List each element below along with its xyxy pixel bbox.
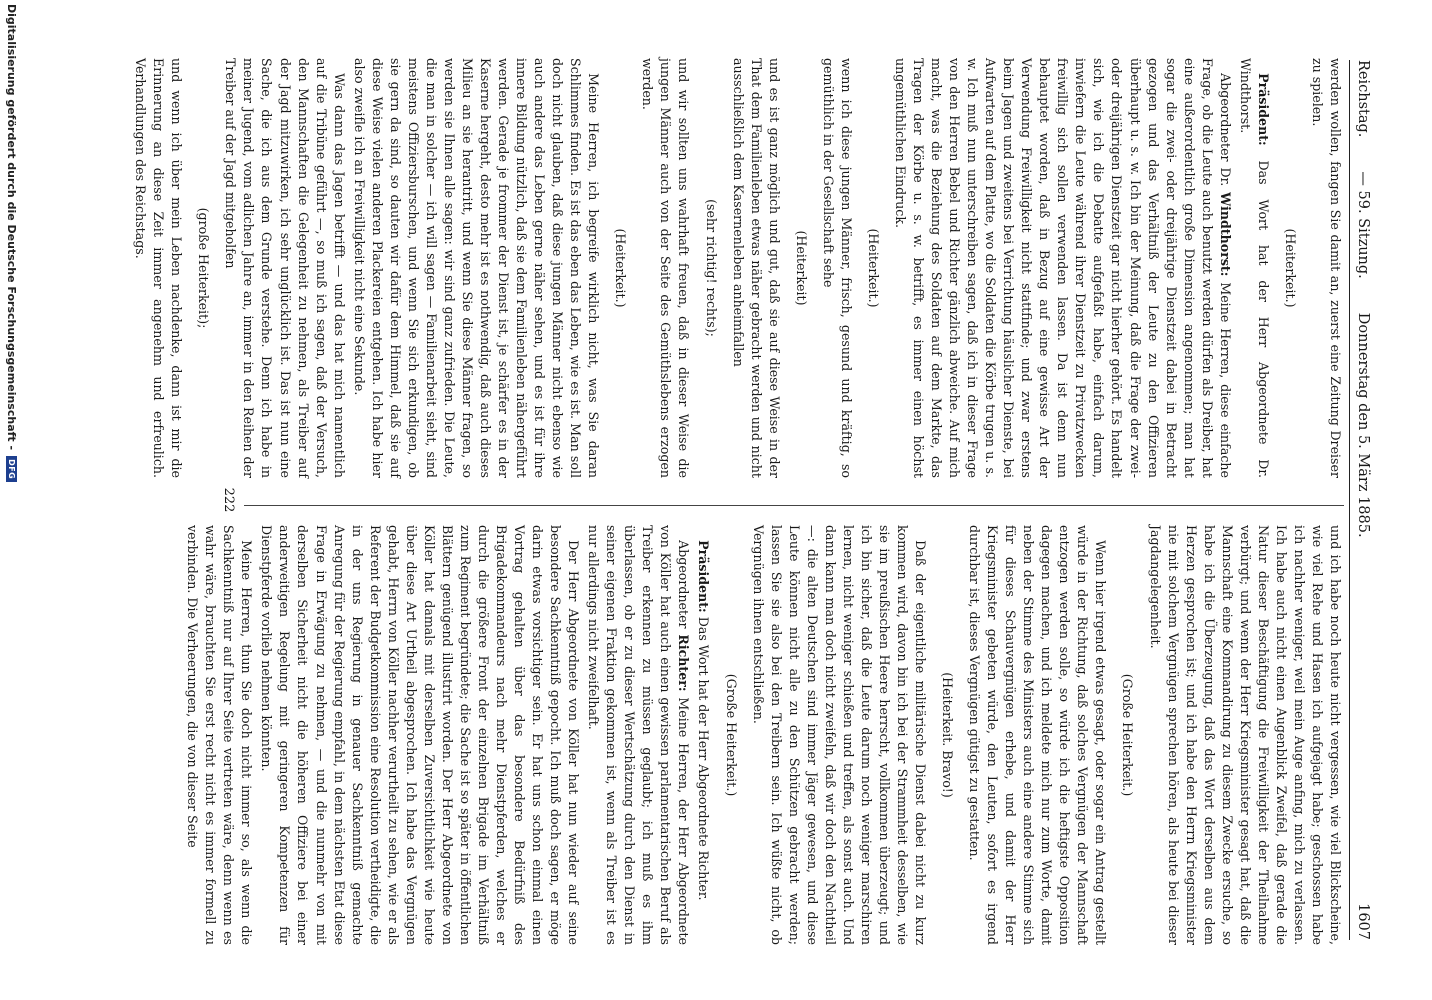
speaker-paragraph (891, 58, 1234, 478)
speaker-paragraph (694, 525, 712, 945)
header-date: Donnerstag den 5. März 1885. (1355, 312, 1371, 538)
paragraph-text: Meine Herren, der Herr Abgeordnete von Köller hat auch einen gewissen parlamentarischen Beruf als Treiber erkennen zu müssen geglaubt; ich muß es ihm überlassen, ob er zu dieser Wertschätzung durch den Dienst in seiner eigenen Fraktion gekommen ist, wenn als Treiber ist es nur allerdings nicht zweifelhaft. (586, 525, 692, 945)
speaker-name: Präsident: (1255, 73, 1271, 146)
speaker-name: Windthorst: (1217, 192, 1233, 277)
paragraph: Wenn hier irgend etwas gesagt, oder sogar ein Antrag gestellt würde in der Richtung, daß solches Vergnügen der Mannschaft entzogen werden solle, so würde ich die heftigste Opposition dagegen machen, und ich meldete mich nur zum Worte, damit neben der Stimme des Ministers auch eine andere Stimme sich für dieses Schauvergnügen erhebe, und damit der Herr Kriegsminister gebeten würde, den Leuten, sofort es irgend durchbar ist, dieses Vergnügen gütigst zu gestatten. (967, 525, 1109, 945)
digitization-footer (2, 0, 22, 1000)
reaction-note: (Heiterkeit.) (1282, 228, 1298, 308)
paragraph: Was dann das Jagen betrifft — und das hat mich namentlich auf die Tribüne geführt —, so muß ich sagen, daß der Versuch, den Mannschaften die Gelegenheit zu nehmen, als Treiber auf der Jagd mitzuwirken, ich sehr unglücklich ist. Das ist nun eine Sache, die ich aus dem Grunde verstehe. Denn ich habe in meiner Jugend, vom adlichen Jahre an, immer in den Reihen der Treiber auf der Jagd mitgeholfen (223, 58, 347, 478)
reaction-note: (Heiterkeit) (793, 230, 809, 306)
footer-text: Digitalisierung gefördert durch die Deutsche Forschungsgemeinschaft - (5, 4, 19, 451)
paragraph: Meine Herren, ich begreife wirklich nicht, was Sie daran Schlimmes finden. Es ist das eben das Leben, wie es ist. Man soll doch nicht glauben, daß diese jungen Männer nicht ebenso wie auch andere das Leben gerne näher sehen, und es ist für ihre innere Bildung nützlich, daß sie dem Familienleben nähergeführt werden. Gerade je frommer der Dienst ist, je schärfer es in der Kaserne hergeht, desto mehr ist es nothwendig, daß auch dieses Milieu an sie herantritt, und wenn Sie diese Männer fragen, so werden sie Ihnen alle sagen: wir sind ganz zufrieden. Die Leute, die man in solcher — ich will sagen — Familienarbeit sieht, sind meistens Offiziersburschen, und wenn Sie sich erkundigen, ob sie gern da sind, so dauten wir dafür dem Himmel, daß sie auf diese Weise vielen anderen Plackereien entgehen. Ich habe hier also zweifle ich an Freiwilligkeit nicht eine Sekunde. (351, 58, 602, 478)
reaction-note: (Heiterkeit. Bravo!) (940, 672, 956, 798)
paragraph-text: Meine Herren, diese einfache Frage, ob die Leute auch benutzt werden dürfen als Dreiber, hat eine außerordentlich große Dimension angenommen; man hat sogar die zwei- oder dreijährige Dienstzeit dabei in Betracht gezogen und das Verhältniß der Leute zu den Offizieren überhaupt u. s. w. Ich bin der Meinung, daß die Frage der zwei- oder dreijährigen Dienstzeit gar nicht hierher gehört. Es handelt sich, wie ich die Debatte aufgefaßt habe, einfach darum, inwiefern die Leute während ihrer Dienstzeit zu Privatzwecken freiwillig sich sollen verwenden lassen. Da ist denn nun behauptet worden, daß in Bezug auf eine gewisse Art der Verwendung Freiwilligkeit nicht stattfinde; und zwar erstens beim Jagen und zweitens bei Verrichtung häuslicher Dienste, bei Aufwarten auf dem Platte, wo die Soldaten die Körbe trugen u. s. w. Ich muß nun unterschreiben sagen, daß ich in dieser Frage von den Herren Bebel und Richter gänzlich abweiche. Auf mich macht, was die Beziehung des Soldaten auf dem Markte, das Tragen der Körbe u. s. w. betrifft, es immer einen höchst ungemüthlichen Eindruck. (892, 58, 1233, 478)
column-divider (244, 505, 1344, 506)
page-footer-number: 222 (221, 487, 236, 513)
speaker-prefix: Abgeordneter (676, 540, 692, 629)
paragraph: und wenn ich über mein Leben nachdenke, dann ist mir die Erinnerung an diese Zeit immer angenehm und erfreulich. Verhandlungen des Reichstags. (133, 58, 185, 478)
header-parliament: Reichstag. (1355, 60, 1371, 138)
header-session: — 59. Sitzung. (1355, 171, 1371, 279)
paragraph-text: Das Wort hat der Herr Abgeordnete Dr. Windthorst. (1237, 58, 1271, 478)
reaction-note: (Große Heiterkeit.) (1120, 673, 1136, 797)
speaker-name: Präsident: (696, 540, 712, 613)
header-page-number: 1607 (1355, 903, 1371, 940)
paragraph: Daß der eigentliche militärische Dienst dabei nicht zu kurz kommen wird, davon bin ich bei der Strammheit desselben, wie sie im preußischen Heere herrscht, vollkommen überzeugt; und ich bin sicher, daß die Leute darum noch weniger marschiren lernen, nicht weniger schießen und treffen, als sonst auch. Und dann kann man doch nicht zweifeln, daß wir doch den Nachtheil —: die alten Deutschen sind immer Jäger gewesen, und diese Leute können nicht alle zu den Schützen gebracht werden; lassen Sie sie also bei den Treibern sein. Ich wüßte nicht, ob Vergnügen ihnen entschließen. (750, 525, 929, 945)
speaker-paragraph (1236, 58, 1272, 478)
paragraph: und es ist ganz möglich und gut, daß sie auf diese Weise in der That dem Familienleben etwas näher gebracht werden und nicht ausschließlich dem Kasernenleben anheimfallen (730, 58, 782, 478)
reaction-note: (Heiterkeit.) (613, 228, 629, 308)
paragraph: und wir sollten uns wahrhaft freuen, daß in dieser Weise die jungen Männer auch von der Seite des Gemüthslebens erzogen werden. (640, 58, 692, 478)
speaker-name: Richter: (676, 634, 692, 692)
reaction-note: (sehr richtig! rechts); (703, 199, 719, 337)
reaction-note: (Heiterkeit.) (865, 228, 881, 308)
paragraph: Der Herr Abgeordnete von Köller hat nun wieder auf seine besondere Sachkenntniß gepocht. Ich muß doch sagen, er möge darin etwas vorsichtiger sein. Er hat uns schon einmal einen Vortrag gehalten über das besondere Bedürfniß des Brigadekommandeurs nach mehr Dienstpferden, welches er durch die größere Front der einzelnen Brigade im Verhältniß zum Regiment begründete; die Sache ist so später in öffentlichen Blättern genügend illustrirt worden. Der Herr Abgeordnete von Köller hat damals mit derselben Zuversichtlichkeit wie heute über diese Art Urtheil abgesprochen. Ich habe das Vergnügen gehabt, Herrn von Köller nachher verurtheilt zu sehen, wie er als Referent der Budgetkommission eine Resolution vertheidigte, die in der uns Regierung in genauer Sachkenntniß gemachte Anregung für der Regierung empfahl, in dem nächsten Etat diese Frage in Erwägung zu nehmen, — und die nunmehr von mit derselben Sicherheit nicht die höheren Offiziere bei einer anderweitigen Regelung mit geringeren Kompetenzen für Dienstpferde vorlieb nehmen könnten. (259, 525, 582, 945)
paragraph-text: Das Wort hat der Herr Abgeordnete Richter. (696, 616, 712, 901)
reaction-note: (große Heiterkeit); (196, 207, 212, 329)
page-header (1349, 60, 1384, 940)
speaker-prefix: Abgeordneter Dr. (1217, 73, 1233, 187)
dfg-logo: DFG (7, 456, 18, 482)
paragraph: Meine Herren, thun Sie doch nicht immer so, als wenn die Sachkenntniß nur auf Ihrer Seite vertreten wäre, denn wenn es wahr wäre, brauchten Sie erst recht nicht es immer formell zu verbinden. Die Verheerungen, die von dieser Seite (185, 525, 255, 945)
paragraph: werden wollen, fangen Sie damit an, zuerst eine Zeitung Dreiser zu spielen. (1309, 58, 1343, 478)
paragraph: und ich habe noch heute nicht vergessen, wie viel Blickscheine, wie viel Rehe und Hasen ich aufgejagt habe; geschossen habe ich nachher weniger, weil mein Auge anfing, mich zu verlassen. Ich habe auch nicht einen Augenblick Zweifel, daß gerade die Natur dieser Beschäftigung die Freiwilligkeit der Theilnahme verbürgt; und wenn der Herr Kriegsminister gesagt hat, daß die Mannschaft eine Kommandirung zu diesem Zwecke ersuche, so habe ich die Überzeugung, daß das Wort derselben aus dem Herzen gesprochen ist; und ich habe den Herrn Kriegsminister nie mit solchem Vergnügen sprechen hören, als heute bei dieser Jagdangelegenheit. (1147, 525, 1343, 945)
reaction-note: (Große Heiterkeit.) (723, 673, 739, 797)
speaker-paragraph (584, 525, 692, 945)
paragraph: wenn ich diese jungen Männer, frisch, gesund und kräftig, so gemüthlich in der Gesellschaft sehe (820, 58, 854, 478)
text-column-left (133, 58, 1344, 478)
text-column-right (185, 525, 1344, 945)
